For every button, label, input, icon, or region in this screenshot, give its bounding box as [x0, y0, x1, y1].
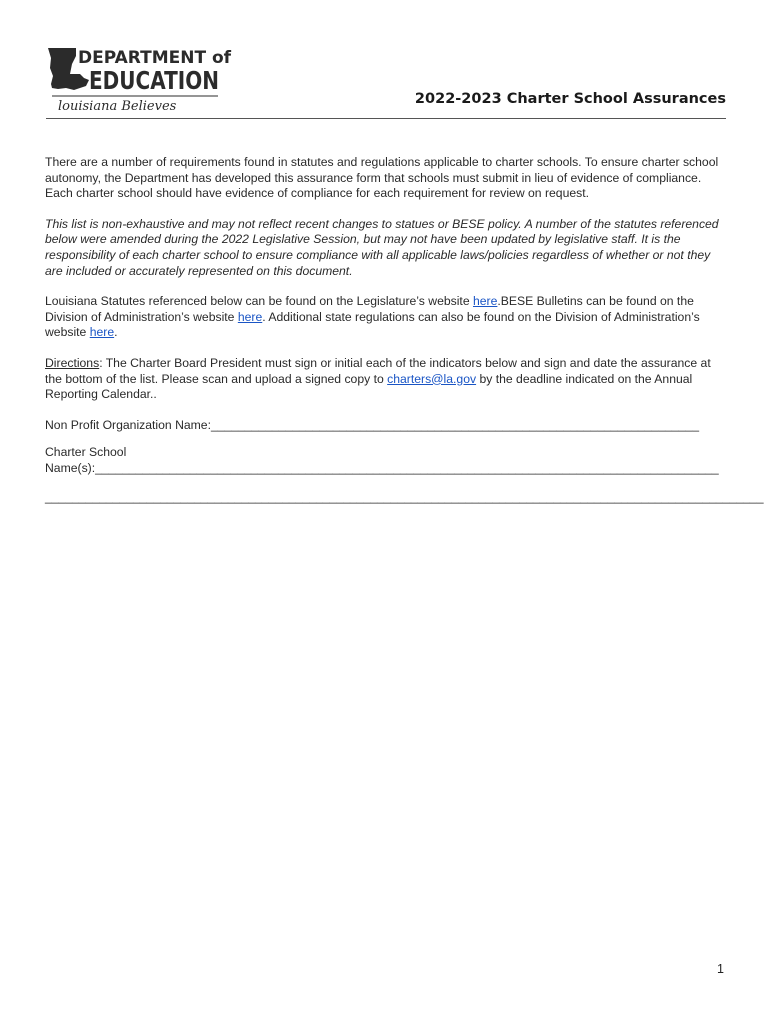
document-title: 2022-2023 Charter School Assurances — [414, 91, 726, 107]
intro-paragraph: There are a number of requirements found in statutes and regulations applicable to charter schools. To ensure charter school autonomy, the Department has developed this assurance form that schools must submit in lieu of evidence of compliance. Each charter school should have evidence of compliance for each requirement for review on request. — [45, 155, 719, 201]
department-of-education-logo — [46, 44, 232, 114]
regulations-link[interactable]: here — [89, 325, 115, 340]
document-body — [45, 155, 764, 505]
logo-tagline: louisiana Believes — [58, 99, 177, 114]
directions-paragraph: Directions: The Charter Board President must sign or initial each of the indicators below and sign and date the assurance at the bottom of the list. Please scan and upload a signed copy to charters@la.gov by the deadline indicated on the Annual Reporting Calendar.. — [45, 355, 711, 402]
charter-school-name-field[interactable]: Charter School Name(s):____________________________________________________________________________________________ — [45, 445, 729, 476]
charters-email-link[interactable]: charters@la.gov — [387, 371, 477, 386]
charter-school-label: Charter School — [45, 445, 127, 460]
nonprofit-name-field[interactable]: Non Profit Organization Name:________________________________________________________________________ — [45, 417, 699, 432]
directions-label: Directions — [45, 355, 100, 370]
logo-line1: DEPARTMENT of — [78, 48, 232, 68]
header-divider — [46, 118, 726, 119]
resources-paragraph: Louisiana Statutes referenced below can be found on the Legislature’s website here.BESE Bulletins can be found on the Division of Administration’s website here. Additional state regulations can also be found on the Division of Administration’s website here. — [45, 294, 700, 340]
charter-school-name-line-2[interactable]: __________________________________________________________________________________________________________ — [45, 489, 764, 504]
legislature-link[interactable]: here — [472, 294, 498, 309]
bulletins-link[interactable]: here — [237, 309, 263, 324]
disclaimer-paragraph: This list is non-exhaustive and may not reflect recent changes to statues or BESE policy. A number of the statutes referenced below were amended during the 2022 Legislative Session, but may not have been updated by legislative staff. It is the responsibility of each charter school to ensure compliance with all applicable laws/policies regardless of whether or not they are included or accurately represented on this document. — [45, 216, 719, 278]
page-number: 1 — [717, 962, 724, 976]
logo-line2: EDUCATION — [89, 66, 219, 95]
